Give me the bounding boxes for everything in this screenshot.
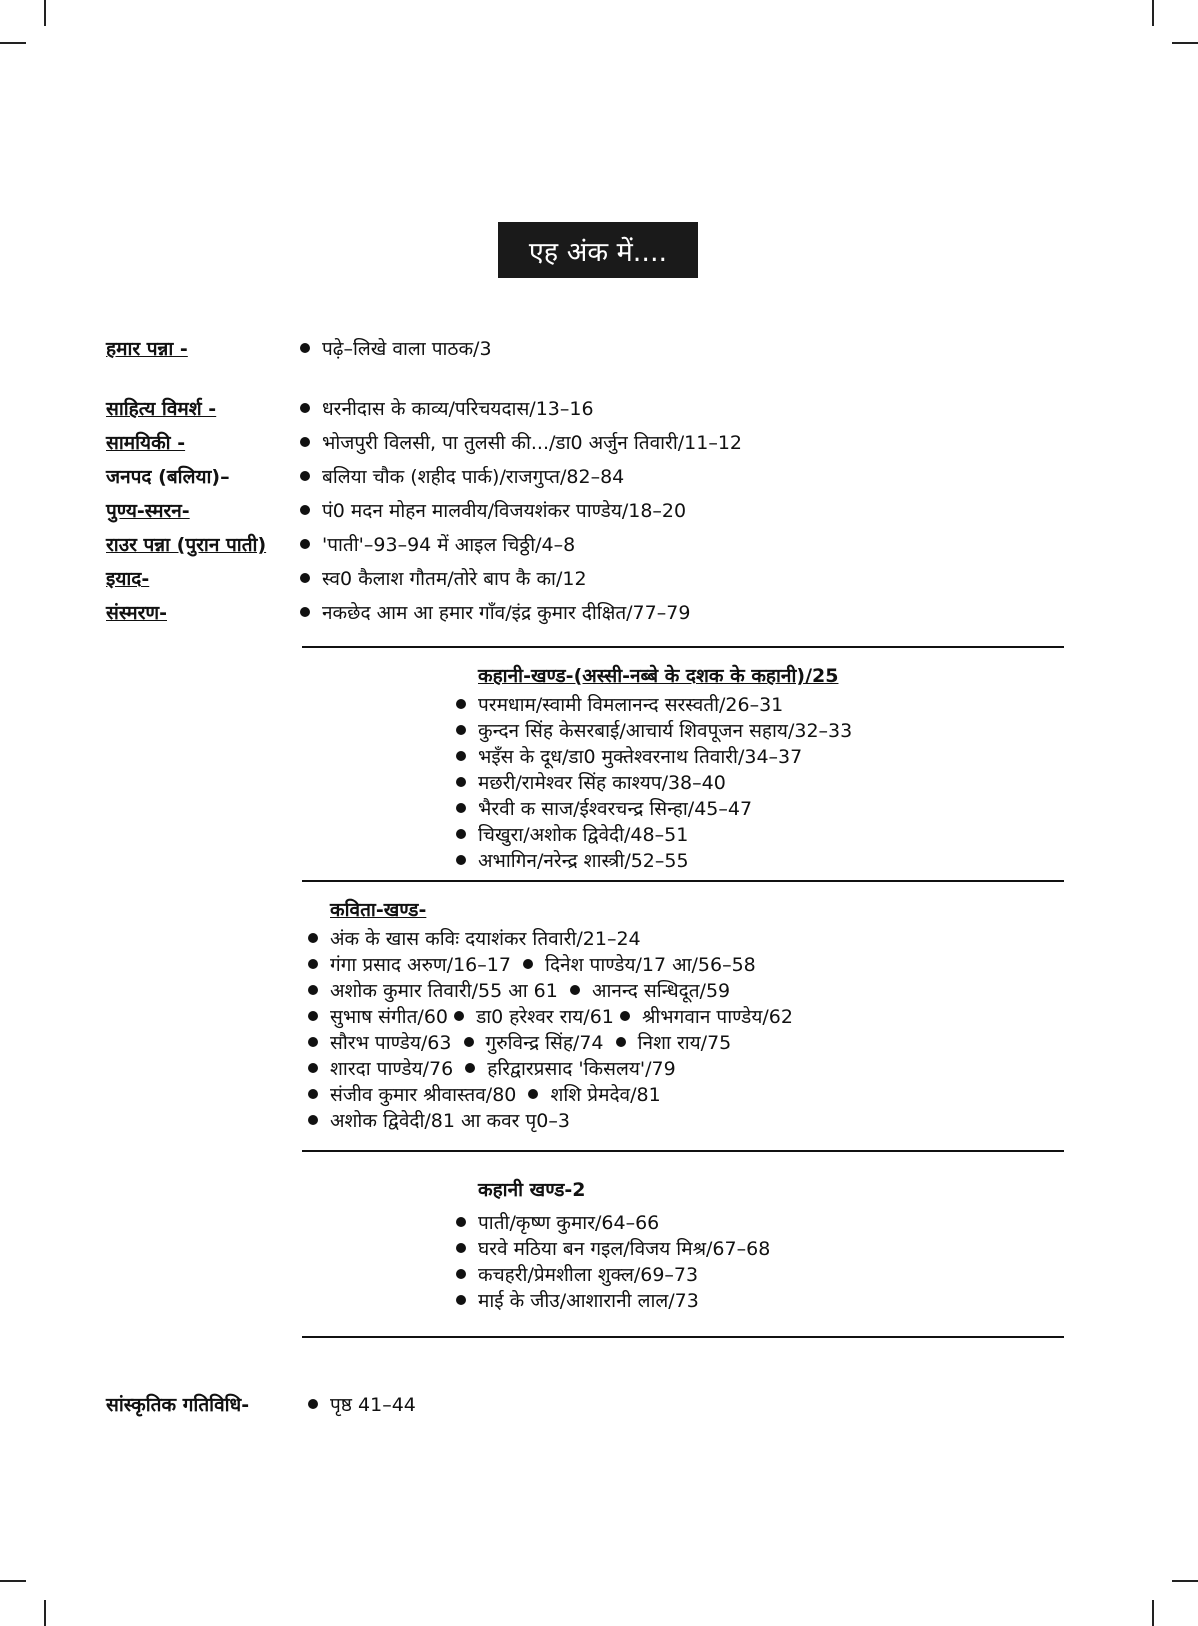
bullet-icon [616, 1037, 626, 1047]
list-item-text: शारदा पाण्डेय/76 [330, 1058, 454, 1080]
list-item [308, 978, 730, 1004]
bullet-icon [456, 1269, 466, 1279]
crop-mark [1152, 0, 1154, 26]
toc-item [300, 566, 587, 592]
bullet-icon [456, 855, 466, 865]
list-item-text: भइँस के दूध/डा0 मुक्तेश्वरनाथ तिवारी/34–37 [478, 746, 803, 768]
bullet-icon [300, 573, 310, 583]
bullet-icon [308, 1063, 318, 1073]
list-item-text: कचहरी/प्रेमशीला शुक्ल/69–73 [478, 1264, 699, 1286]
divider [302, 646, 1064, 648]
list-item-text: अंक के खास कविः दयाशंकर तिवारी/21–24 [330, 928, 641, 950]
bullet-icon [308, 959, 318, 969]
list-item [456, 796, 752, 822]
toc-item-text: पं0 मदन मोहन मालवीय/विजयशंकर पाण्डेय/18–20 [322, 500, 687, 522]
list-item [308, 1082, 661, 1108]
section-label: इयाद- [106, 568, 150, 590]
bullet-icon [300, 343, 310, 353]
list-item [456, 1236, 770, 1262]
toc-item [300, 396, 594, 422]
divider [302, 880, 1064, 882]
list-item [456, 744, 802, 770]
crop-mark [0, 1580, 26, 1582]
bullet-icon [456, 725, 466, 735]
toc-item-text: स्व0 कैलाश गौतम/तोरे बाप कै का/12 [322, 568, 587, 590]
bullet-icon [570, 985, 580, 995]
toc-item-text: नकछेद आम आ हमार गाँव/इंद्र कुमार दीक्षित/77–79 [322, 602, 691, 624]
toc-item [300, 336, 492, 362]
bullet-icon [523, 959, 533, 969]
list-item [308, 1056, 676, 1082]
divider [302, 1336, 1064, 1338]
list-item [456, 1262, 698, 1288]
toc-item-text: धरनीदास के काव्य/परिचयदास/13–16 [322, 398, 594, 420]
list-item-text: कुन्दन सिंह केसरबाई/आचार्य शिवपूजन सहाय/32–33 [478, 720, 853, 742]
bullet-icon [465, 1063, 475, 1073]
bullet-icon [300, 471, 310, 481]
bullet-icon [456, 1243, 466, 1253]
toc-item-text: 'पाती'–93–94 में आइल चिठ्ठी/4–8 [322, 534, 576, 556]
toc-item [300, 498, 686, 524]
bullet-icon [300, 403, 310, 413]
section-label: राउर पन्ना (पुरान पाती) [106, 534, 267, 556]
bullet-icon [308, 985, 318, 995]
list-item [456, 718, 852, 744]
list-item [308, 1030, 731, 1056]
section-heading-text: कहानी-खण्ड-(अस्सी-नब्बे के दशक के कहानी)/25 [478, 665, 839, 687]
list-item [456, 1288, 699, 1314]
list-item [456, 770, 726, 796]
list-item-text: मछरी/रामेश्वर सिंह काश्यप/38–40 [478, 772, 726, 794]
section-label: सांस्कृतिक गतिविधि- [106, 1394, 250, 1416]
crop-mark [1152, 1600, 1154, 1626]
list-item-text: अशोक द्विवेदी/81 आ कवर पृ0–3 [330, 1110, 570, 1132]
section-heading [478, 1176, 586, 1202]
toc-item-text: पढ़े–लिखे वाला पाठक/3 [322, 338, 492, 360]
bullet-icon [300, 539, 310, 549]
list-item-text: गंगा प्रसाद अरुण/16–17 [330, 954, 511, 976]
toc-item [300, 532, 575, 558]
bullet-icon [308, 1037, 318, 1047]
bullet-icon [464, 1037, 474, 1047]
bullet-icon [456, 829, 466, 839]
bullet-icon [456, 751, 466, 761]
crop-mark [1172, 1580, 1198, 1582]
section-label: जनपद (बलिया)– [106, 466, 230, 488]
list-item-text: भैरवी क साज/ईश्वरचन्द्र सिन्हा/45–47 [478, 798, 753, 820]
toc-item [300, 430, 742, 456]
list-item-text: संजीव कुमार श्रीवास्तव/80 [330, 1084, 517, 1106]
list-item [308, 1108, 570, 1134]
section-heading-text: कविता-खण्ड- [330, 899, 427, 921]
list-item-text: अशोक कुमार तिवारी/55 आ 61 [330, 980, 558, 1002]
list-item-text: श्रीभगवान पाण्डेय/62 [641, 1006, 793, 1028]
toc-item-text: पृष्ठ 41–44 [330, 1394, 416, 1416]
section-label: साहित्य विमर्श - [106, 398, 217, 420]
bullet-icon [300, 437, 310, 447]
list-item-text: गुरुविन्द्र सिंह/74 [485, 1032, 604, 1054]
list-item [456, 822, 688, 848]
bullet-icon [308, 1011, 318, 1021]
bullet-icon [456, 1217, 466, 1227]
bullet-icon [300, 505, 310, 515]
toc-item [308, 1392, 416, 1418]
bullet-icon [620, 1011, 630, 1021]
list-item [308, 926, 641, 952]
bullet-icon [456, 1295, 466, 1305]
list-item-text: अभागिन/नरेन्द्र शास्त्री/52–55 [478, 850, 689, 872]
toc-item-text: बलिया चौक (शहीद पार्क)/राजगुप्त/82–84 [322, 466, 625, 488]
list-item [308, 1004, 793, 1030]
list-item [456, 1210, 659, 1236]
list-item [456, 692, 783, 718]
list-item-text: आनन्द सन्धिदूत/59 [591, 980, 731, 1002]
list-item-text: सौरभ पाण्डेय/63 [330, 1032, 452, 1054]
crop-mark [0, 42, 26, 44]
section-heading [478, 662, 838, 688]
bullet-icon [300, 607, 310, 617]
crop-mark [44, 1600, 46, 1626]
list-item-text: हरिद्वारप्रसाद 'किसलय'/79 [487, 1058, 676, 1080]
crop-mark [44, 0, 46, 26]
list-item-text: परमधाम/स्वामी विमलानन्द सरस्वती/26–31 [478, 694, 784, 716]
bullet-icon [456, 777, 466, 787]
bullet-icon [308, 1089, 318, 1099]
divider [302, 1150, 1064, 1152]
toc-item [300, 600, 690, 626]
page-title: एह अंक में.... [498, 222, 698, 278]
list-item-text: चिखुरा/अशोक द्विवेदी/48–51 [478, 824, 689, 846]
section-label: सामयिकी - [106, 432, 186, 454]
bullet-icon [456, 803, 466, 813]
bullet-icon [308, 1399, 318, 1409]
section-label: पुण्य-स्मरन- [106, 500, 190, 522]
list-item-text: डा0 हरेश्वर राय/61 [476, 1006, 614, 1028]
bullet-icon [308, 933, 318, 943]
list-item [456, 848, 689, 874]
bullet-icon [308, 1115, 318, 1125]
list-item-text: घरवे मठिया बन गइल/विजय मिश्र/67–68 [478, 1238, 771, 1260]
list-item-text: माई के जीउ/आशारानी लाल/73 [478, 1290, 699, 1312]
section-label: हमार पन्ना - [106, 338, 188, 360]
bullet-icon [454, 1011, 464, 1021]
list-item-text: दिनेश पाण्डेय/17 आ/56–58 [545, 954, 756, 976]
list-item-text: निशा राय/75 [637, 1032, 732, 1054]
toc-item-text: भोजपुरी विलसी, पा तुलसी की.../डा0 अर्जुन तिवारी/11–12 [322, 432, 743, 454]
bullet-icon [456, 699, 466, 709]
toc-item [300, 464, 624, 490]
list-item-text: शशि प्रेमदेव/81 [550, 1084, 661, 1106]
list-item-text: सुभाष संगीत/60 [330, 1006, 449, 1028]
section-heading-text: कहानी खण्ड-2 [478, 1179, 586, 1201]
section-label: संस्मरण- [106, 602, 167, 624]
list-item [308, 952, 756, 978]
section-heading [330, 896, 426, 922]
crop-mark [1172, 42, 1198, 44]
list-item-text: पाती/कृष्ण कुमार/64–66 [478, 1212, 660, 1234]
bullet-icon [528, 1089, 538, 1099]
